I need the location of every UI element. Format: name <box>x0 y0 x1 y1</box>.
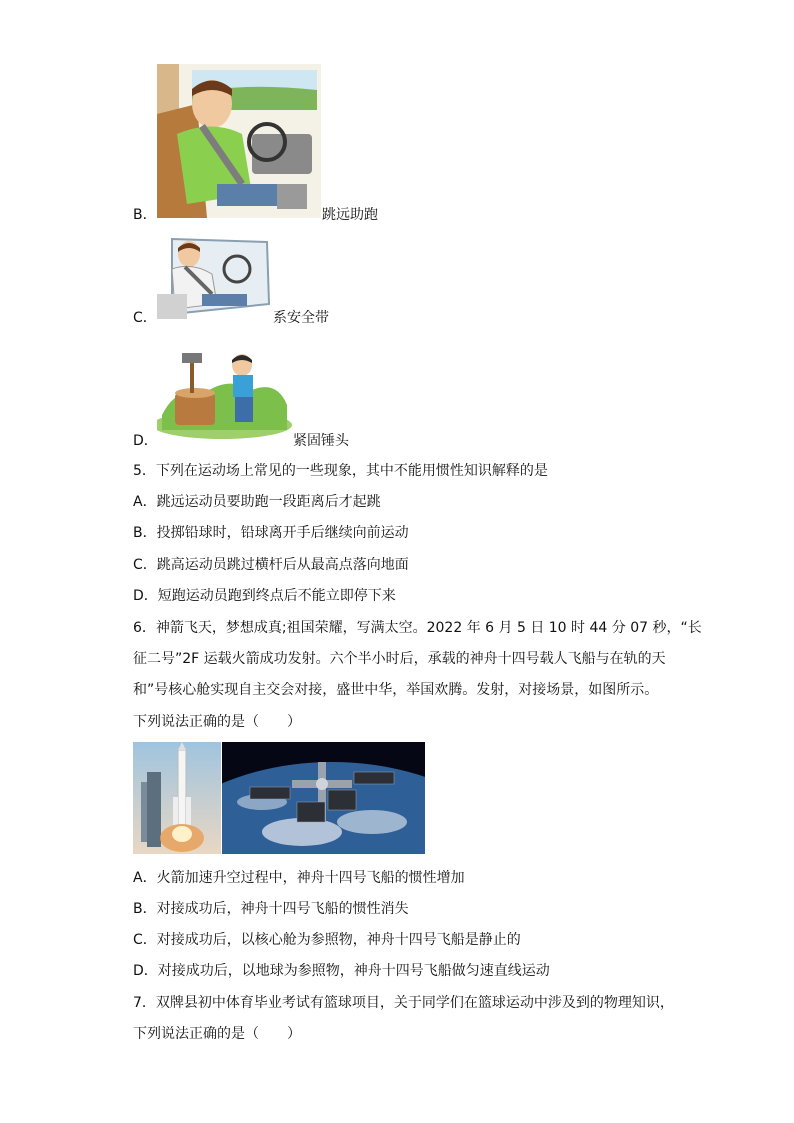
option-c-image <box>157 234 272 319</box>
option-d-letter: D． <box>133 433 158 449</box>
option-b-letter: B． <box>133 207 157 223</box>
rocket-launch-icon <box>133 742 221 854</box>
q6-stem-line-1: 6．神箭飞天，梦想成真;祖国荣耀，写满太空。2022 年 6 月 5 日 10 时 44 分 07 秒，“长 <box>133 620 702 636</box>
option-c-caption: 系安全带 <box>273 310 329 326</box>
driver-seatbelt-icon <box>157 64 321 218</box>
q5-option-d: D．短跑运动员跑到终点后不能立即停下来 <box>133 588 396 604</box>
q6-option-c: C．对接成功后，以核心舱为参照物，神舟十四号飞船是静止的 <box>133 932 521 948</box>
space-station-image <box>222 742 425 854</box>
option-c-letter: C． <box>133 310 157 326</box>
q5-option-c: C．跳高运动员跳过横杆后从最高点落向地面 <box>133 557 409 573</box>
option-b-caption: 跳远助跑 <box>322 207 378 223</box>
space-station-earth-icon <box>222 742 425 854</box>
q6-stem-line-2: 征二号”2F 运载火箭成功发射。六个半小时后，承载的神舟十四号载人飞船与在轨的天 <box>133 651 666 667</box>
seatbelt-driver-icon <box>157 234 272 319</box>
option-d-image <box>157 345 292 440</box>
rocket-launch-image <box>133 742 221 854</box>
q5-option-a: A．跳远运动员要助跑一段距离后才起跳 <box>133 494 381 510</box>
q6-option-b: B．对接成功后，神舟十四号飞船的惯性消失 <box>133 901 409 917</box>
q5-stem: 5．下列在运动场上常见的一些现象，其中不能用惯性知识解释的是 <box>133 463 548 479</box>
q6-stem-line-3: 和”号核心舱实现自主交会对接，盛世中华，举国欢腾。发射，对接场景，如图所示。 <box>133 682 659 698</box>
q6-option-d: D．对接成功后，以地球为参照物，神舟十四号飞船做匀速直线运动 <box>133 963 550 979</box>
q7-stem-line-1: 7．双牌县初中体育毕业考试有篮球项目，关于同学们在篮球运动中涉及到的物理知识， <box>133 995 674 1011</box>
q6-option-a: A．火箭加速升空过程中，神舟十四号飞船的惯性增加 <box>133 870 465 886</box>
hammer-boy-icon <box>157 345 292 440</box>
option-d-caption: 紧固锤头 <box>293 433 349 449</box>
option-b-image <box>157 64 321 218</box>
q7-stem-line-2: 下列说法正确的是（ ） <box>133 1026 301 1042</box>
q6-stem-line-4: 下列说法正确的是（ ） <box>133 714 301 730</box>
q5-option-b: B．投掷铅球时，铅球离开手后继续向前运动 <box>133 525 409 541</box>
